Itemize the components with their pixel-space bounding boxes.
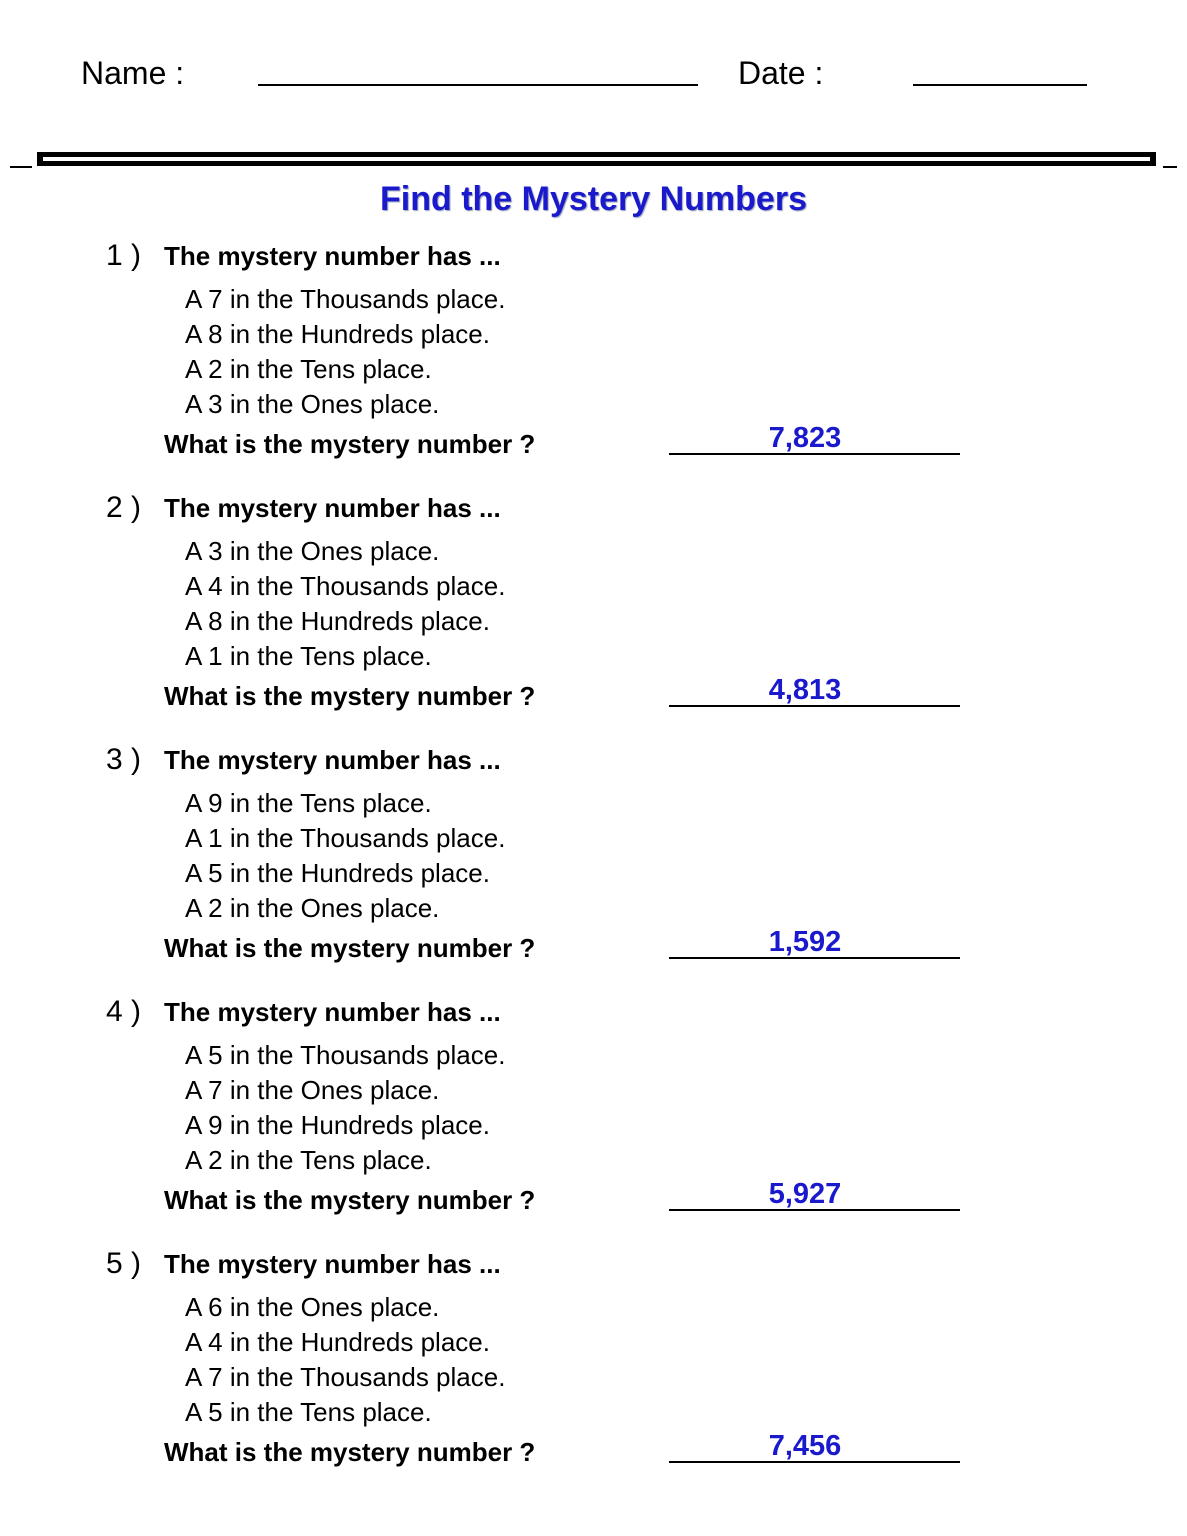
problem-intro: The mystery number has ... — [164, 1249, 501, 1279]
problem-intro: The mystery number has ... — [164, 493, 501, 523]
clue: A 8 in the Hundreds place. — [185, 319, 490, 349]
clue: A 5 in the Tens place. — [185, 1397, 432, 1427]
question-text: What is the mystery number ? — [164, 681, 536, 711]
answer-value: 4,813 — [768, 674, 842, 706]
right-edge-mark — [1163, 166, 1177, 168]
clue: A 9 in the Hundreds place. — [185, 1110, 490, 1140]
problem-number: 5 ) — [106, 1247, 142, 1280]
left-edge-mark — [10, 166, 32, 168]
problem-intro: The mystery number has ... — [164, 997, 501, 1027]
clue: A 5 in the Hundreds place. — [185, 858, 490, 888]
clue: A 5 in the Thousands place. — [185, 1040, 506, 1070]
answer-value: 5,927 — [768, 1178, 842, 1210]
clue: A 1 in the Tens place. — [185, 641, 432, 671]
problem-number: 1 ) — [106, 239, 142, 272]
name-field-line[interactable] — [258, 84, 698, 86]
clue: A 3 in the Ones place. — [185, 536, 440, 566]
problem-1 — [0, 238, 1187, 478]
clue: A 2 in the Tens place. — [185, 1145, 432, 1175]
clue: A 1 in the Thousands place. — [185, 823, 506, 853]
answer-value: 7,823 — [768, 422, 842, 454]
problem-number: 2 ) — [106, 491, 142, 524]
problem-intro: The mystery number has ... — [164, 241, 501, 271]
clue: A 6 in the Ones place. — [185, 1292, 440, 1322]
clue: A 2 in the Ones place. — [185, 893, 440, 923]
clue: A 7 in the Ones place. — [185, 1075, 440, 1105]
question-text: What is the mystery number ? — [164, 933, 536, 963]
clue: A 3 in the Ones place. — [185, 389, 440, 419]
date-label: Date : — [738, 55, 824, 91]
problem-number: 3 ) — [106, 743, 142, 776]
problem-5 — [0, 1246, 1187, 1486]
question-text: What is the mystery number ? — [164, 1437, 536, 1467]
problem-2 — [0, 490, 1187, 730]
clue: A 4 in the Hundreds place. — [185, 1327, 490, 1357]
worksheet-title: Find the Mystery Numbers — [380, 180, 807, 218]
answer-value: 7,456 — [768, 1430, 842, 1462]
problem-intro: The mystery number has ... — [164, 745, 501, 775]
problem-3 — [0, 742, 1187, 982]
problem-number: 4 ) — [106, 995, 142, 1028]
clue: A 4 in the Thousands place. — [185, 571, 506, 601]
clue: A 2 in the Tens place. — [185, 354, 432, 384]
header-separator — [37, 152, 1156, 166]
problem-4 — [0, 994, 1187, 1234]
question-text: What is the mystery number ? — [164, 1185, 536, 1215]
answer-value: 1,592 — [768, 926, 842, 958]
name-label: Name : — [81, 55, 185, 91]
clue: A 7 in the Thousands place. — [185, 1362, 506, 1392]
clue: A 8 in the Hundreds place. — [185, 606, 490, 636]
clue: A 9 in the Tens place. — [185, 788, 432, 818]
question-text: What is the mystery number ? — [164, 429, 536, 459]
date-field-line[interactable] — [913, 84, 1087, 86]
clue: A 7 in the Thousands place. — [185, 284, 506, 314]
